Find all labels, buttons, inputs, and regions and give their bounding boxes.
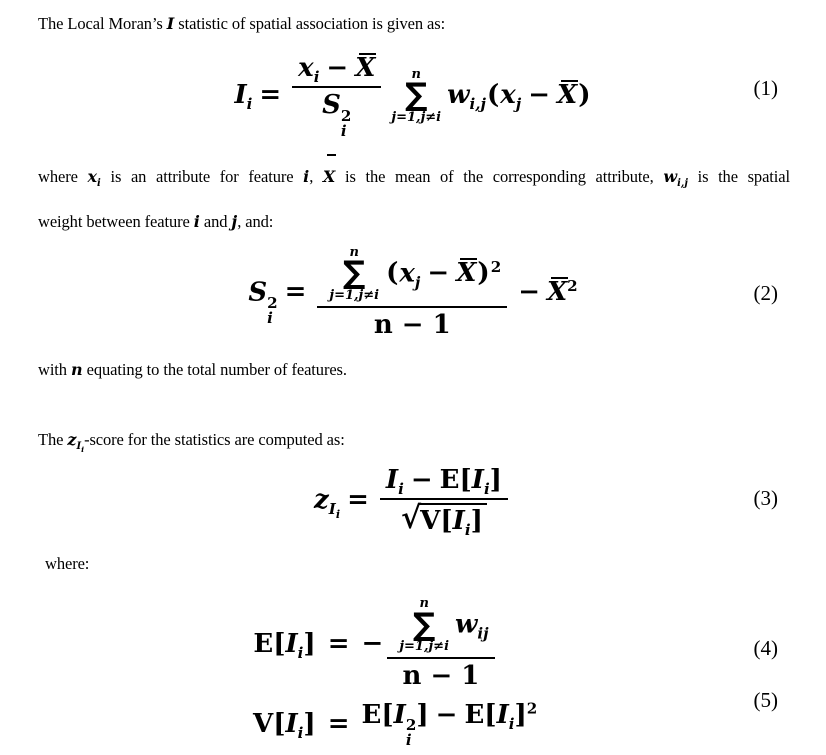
minus-sign: −: [361, 628, 384, 659]
paragraph-z-score: [38, 428, 345, 455]
sub-i: i: [267, 308, 273, 327]
right-paren: ): [477, 258, 490, 289]
operator-E: E: [464, 699, 485, 730]
math-var-n: n: [70, 360, 83, 379]
var-x: x: [399, 258, 415, 289]
text-run: , and:: [237, 212, 274, 231]
equation-5-rhs: [362, 700, 538, 749]
left-bracket: [: [440, 506, 453, 537]
var-x: x: [298, 53, 314, 84]
paragraph-line-1: [38, 154, 790, 199]
right-paren: ): [578, 80, 591, 110]
equation-2-body: [248, 246, 577, 341]
math-var-w-ij: $w_{i,j}$: [663, 167, 688, 190]
operator-V: V: [253, 709, 274, 740]
paragraph-intro: [38, 12, 445, 36]
sub-i: i: [405, 731, 412, 750]
text-run: The Local Moran’s: [38, 14, 167, 33]
equals-sign: =: [327, 709, 350, 740]
equation-5-lhs: [253, 709, 316, 743]
right-bracket: ]: [514, 699, 527, 730]
var-S: S: [248, 277, 268, 307]
sum-lower-limit: j=1,j≠i: [329, 287, 380, 303]
paragraph-where-attributes: [38, 154, 790, 244]
equation-1: [0, 52, 826, 140]
var-w: w: [455, 609, 478, 640]
var-x: x: [500, 80, 516, 110]
equation-group-4-5: [253, 597, 537, 749]
text-run: is an attribute for feature: [100, 167, 304, 186]
var-w: w: [447, 80, 470, 110]
var-S: S: [322, 90, 341, 121]
denominator: [292, 86, 381, 139]
var-I: I: [496, 699, 509, 730]
minus-sign: −: [518, 277, 540, 307]
equation-3-body: [314, 465, 512, 540]
equation-number-2: (2): [753, 281, 778, 305]
superscript-subscript: [406, 718, 417, 748]
denominator: [380, 498, 508, 540]
math-var-i: i: [193, 212, 200, 231]
right-bracket: ]: [416, 699, 429, 730]
sub-I-i: Ii: [328, 500, 341, 522]
denominator: n − 1: [387, 657, 494, 692]
equals-sign: =: [327, 629, 350, 660]
right-bracket: ]: [303, 629, 316, 660]
numerator: [317, 246, 507, 306]
summation: [399, 597, 449, 654]
var-X-bar: X: [355, 53, 376, 84]
text-run: with: [38, 360, 71, 379]
sub-i: i: [398, 480, 404, 499]
var-I: I: [471, 465, 484, 496]
sup-2: 2: [267, 293, 278, 312]
sum-lower-limit: j=1,j≠i: [399, 639, 450, 655]
radical-icon: √: [401, 500, 422, 537]
operator-E: E: [253, 629, 274, 660]
fraction: [317, 246, 507, 341]
left-paren: (: [386, 258, 399, 289]
numerator: [380, 465, 508, 498]
equals-sign: =: [284, 277, 307, 307]
fraction: [292, 53, 381, 139]
equation-4-rhs: [362, 597, 499, 692]
superscript-subscript: [340, 106, 352, 140]
left-bracket: [: [273, 629, 286, 660]
summation: [391, 68, 441, 125]
math-var-j: j: [231, 212, 238, 231]
paragraph-n-features: [38, 358, 347, 382]
var-X-bar: X: [557, 80, 578, 110]
superscript-subscript: [267, 293, 278, 327]
radicand: [418, 503, 487, 540]
sum-upper-limit: n: [419, 596, 429, 611]
sub-i: i: [313, 68, 320, 87]
sub-ij: ij: [477, 624, 489, 643]
denominator: n − 1: [317, 306, 507, 341]
sub-i: i: [483, 480, 490, 499]
left-paren: (: [486, 80, 500, 110]
text-run: ,: [309, 167, 323, 186]
sum-upper-limit: n: [349, 244, 359, 260]
sub-ij: i,j: [469, 95, 486, 114]
fraction: [380, 465, 508, 540]
numerator: [387, 597, 494, 657]
minus-sign: −: [410, 465, 433, 496]
numerator: [292, 53, 381, 86]
sigma-icon: ∑: [343, 255, 366, 292]
sub-i: i: [340, 121, 347, 140]
sum-upper-limit: n: [411, 66, 421, 82]
sub-i: i: [508, 715, 515, 733]
math-var-X-bar: X: [323, 154, 335, 199]
sup-2: 2: [526, 699, 538, 718]
text-run: -score for the statistics are computed as:: [84, 430, 345, 449]
left-bracket: [: [484, 699, 497, 730]
equation-4-lhs: [253, 629, 316, 663]
fraction: [387, 597, 494, 692]
right-bracket: ]: [489, 465, 502, 496]
operator-E: E: [361, 699, 382, 730]
text-run: is the mean of the corresponding attribute,: [335, 167, 664, 186]
math-var-i: i: [303, 167, 310, 186]
left-bracket: [: [381, 699, 394, 730]
left-bracket: [: [459, 465, 472, 496]
var-z: z: [314, 484, 329, 515]
equation-number-1: (1): [753, 76, 778, 100]
sub-i: i: [246, 95, 253, 114]
paragraph-where: [45, 552, 89, 576]
var-I: I: [285, 709, 298, 740]
sub-i: i: [297, 644, 304, 663]
equation-number-5: (5): [753, 688, 778, 712]
sub-j: j: [515, 95, 522, 114]
sum-lower-limit: j=1,j≠i: [391, 109, 442, 125]
sub-i: i: [297, 724, 304, 743]
sup-2: 2: [340, 106, 352, 125]
operator-V: V: [420, 506, 441, 537]
math-var-z-Ii: $z_{I_i}$: [67, 430, 85, 455]
text-run: statistic of spatial association is given as:: [174, 14, 446, 33]
minus-sign: −: [528, 80, 551, 110]
var-I: I: [285, 629, 298, 660]
text-run: The: [38, 430, 68, 449]
square-root: [401, 500, 487, 540]
var-X-bar: X: [546, 277, 568, 307]
var-I: I: [393, 699, 406, 730]
sup-2: 2: [405, 716, 417, 735]
math-var-I: I: [166, 14, 175, 33]
right-bracket: ]: [470, 506, 483, 537]
right-bracket: ]: [303, 709, 316, 740]
var-I: I: [452, 506, 465, 537]
minus-sign: −: [427, 258, 450, 289]
equals-sign: =: [259, 80, 282, 110]
text-run: where: [38, 167, 88, 186]
minus-sign: −: [435, 699, 458, 730]
sigma-icon: ∑: [405, 77, 428, 114]
paragraph-line-2: [38, 199, 790, 244]
operator-E: E: [439, 465, 460, 496]
equation-number-4: (4): [753, 636, 778, 660]
equation-3: [0, 460, 826, 542]
left-bracket: [: [273, 709, 286, 740]
var-I: I: [234, 80, 247, 110]
equation-number-3: (3): [753, 486, 778, 510]
math-var-x-i: $x_i$: [87, 167, 101, 190]
var-X-bar: X: [456, 258, 477, 289]
text-run: weight between feature: [38, 212, 194, 231]
minus-sign: −: [326, 53, 349, 84]
sup-2: 2: [490, 257, 502, 276]
equation-1-body: [234, 53, 591, 139]
text-run: and: [199, 212, 232, 231]
summation: [329, 246, 379, 303]
text-run: is the spatial: [687, 167, 790, 186]
equals-sign: =: [347, 484, 369, 515]
sub-i: i: [464, 521, 471, 540]
text-run: where:: [45, 554, 90, 573]
sub-j: j: [414, 273, 421, 292]
sigma-icon: ∑: [412, 606, 436, 643]
sup-2: 2: [567, 276, 578, 295]
equation-2: [0, 245, 826, 341]
text-run: equating to the total number of features.: [82, 360, 347, 379]
var-I: I: [385, 465, 399, 496]
